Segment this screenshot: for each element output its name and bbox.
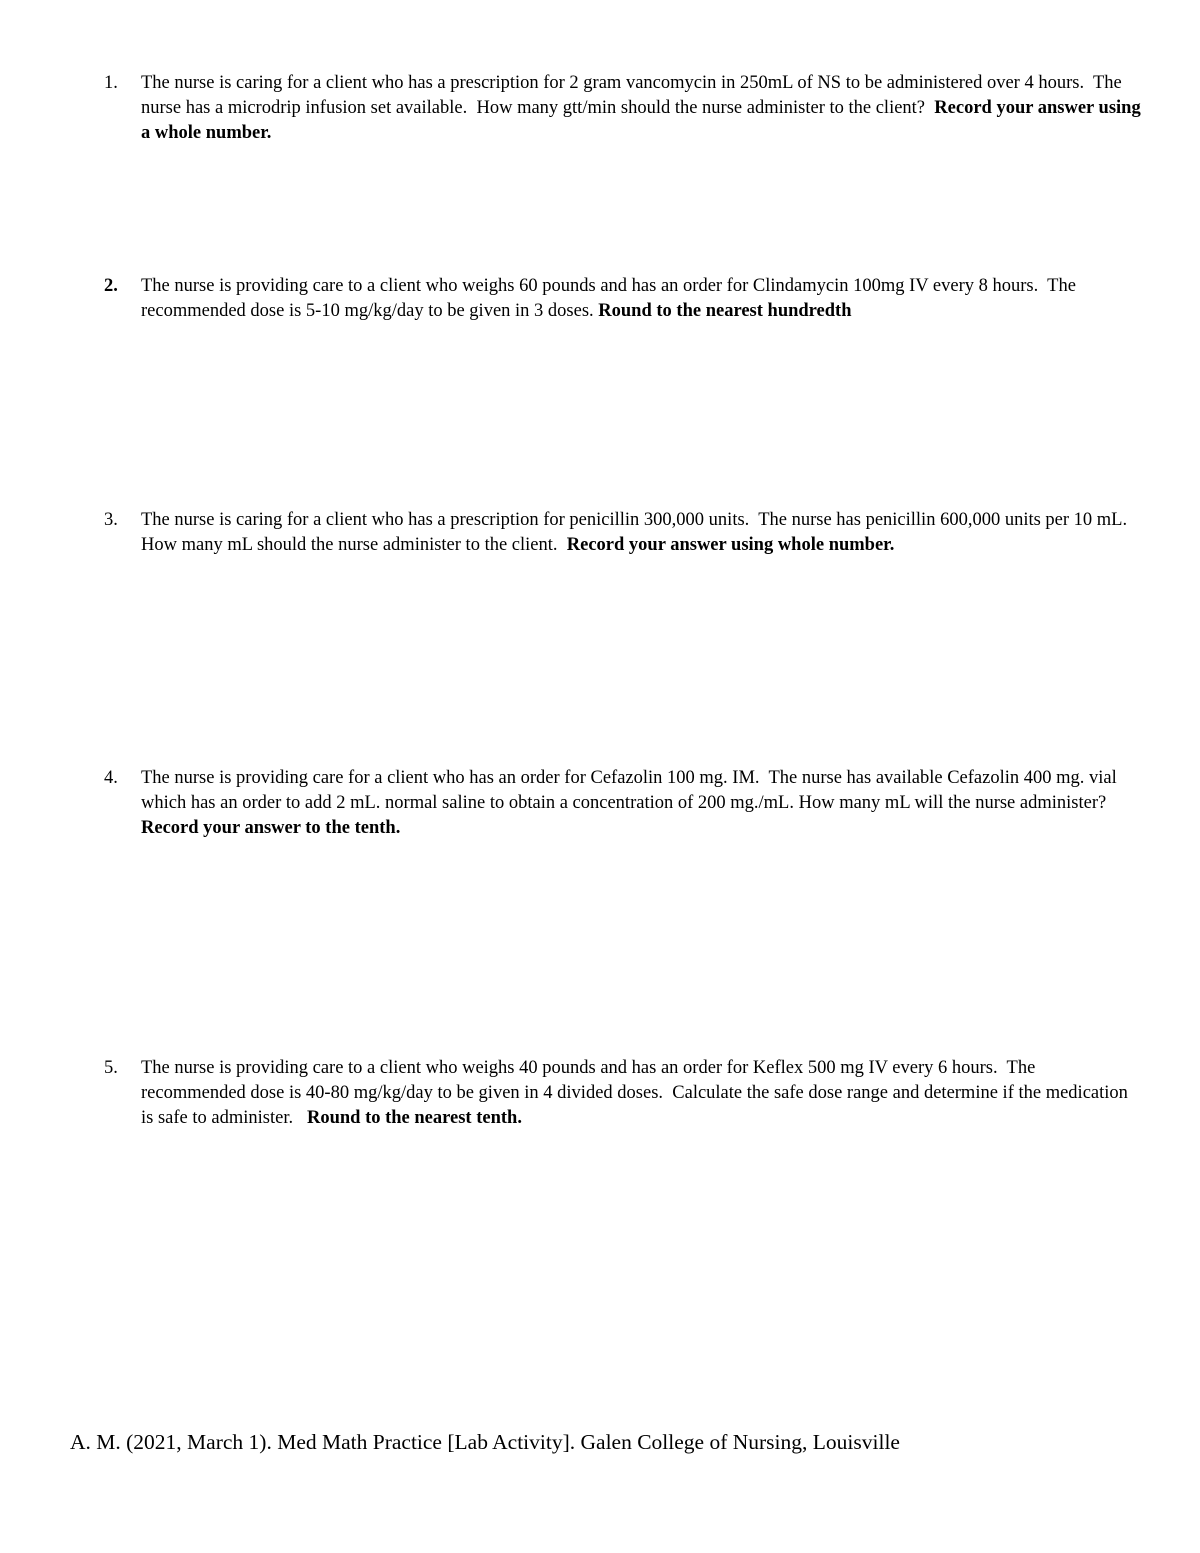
question-body: The nurse is caring for a client who has a prescription for penicillin 300,000 units. The nurse has penicillin 600,000 units per 10 mL. How many mL should the nurse administer to the client. (141, 510, 1137, 555)
question-number: 4. (104, 768, 118, 788)
question-number: 1. (104, 73, 118, 93)
question-number: 3. (104, 510, 118, 530)
question-instruction: Round to the nearest tenth. (306, 1108, 522, 1128)
question-text (141, 274, 1144, 324)
question-text (141, 508, 1144, 558)
question-body: The nurse is providing care to a client who weighs 60 pounds and has an order for Clindamycin 100mg IV every 8 hours. The recommended dose is 5-10 mg/kg/day to be given in 3 doses. (141, 276, 1081, 321)
question-3 (104, 508, 1144, 558)
question-body: The nurse is caring for a client who has a prescription for 2 gram vancomycin in 250mL of NS to be administered over 4 hours. The nurse has a microdrip infusion set available. How many gtt/min should the nurse administer to the client? (141, 73, 1127, 118)
question-text (141, 1056, 1144, 1131)
question-5 (104, 1056, 1144, 1131)
question-1 (104, 71, 1144, 146)
question-instruction: Record your answer to the tenth. (141, 818, 401, 838)
question-4 (104, 766, 1144, 841)
question-2 (104, 274, 1144, 324)
citation-footer: A. M. (2021, March 1). Med Math Practice [Lab Activity]. Galen College of Nursing, Louisville (70, 1430, 900, 1454)
question-text (141, 71, 1144, 146)
question-text (141, 766, 1144, 841)
question-number: 5. (104, 1058, 118, 1078)
question-instruction: Record your answer using a whole number. (141, 98, 1141, 143)
question-body: The nurse is providing care to a client who weighs 40 pounds and has an order for Keflex 500 mg IV every 6 hours. The recommended dose is 40-80 mg/kg/day to be given in 4 divided doses. Calculate the safe dose range and determine if the medication is safe to administer. (141, 1058, 1133, 1128)
question-instruction: Record your answer using whole number. (566, 535, 895, 555)
question-body: The nurse is providing care for a client who has an order for Cefazolin 100 mg. IM. The nurse has available Cefazolin 400 mg. vial which has an order to add 2 mL. normal saline to obtain a concentration of 200 mg./mL. How many mL will the nurse administer? (141, 768, 1122, 813)
question-instruction: Round to the nearest hundredth (598, 301, 852, 321)
question-number: 2. (104, 276, 118, 296)
